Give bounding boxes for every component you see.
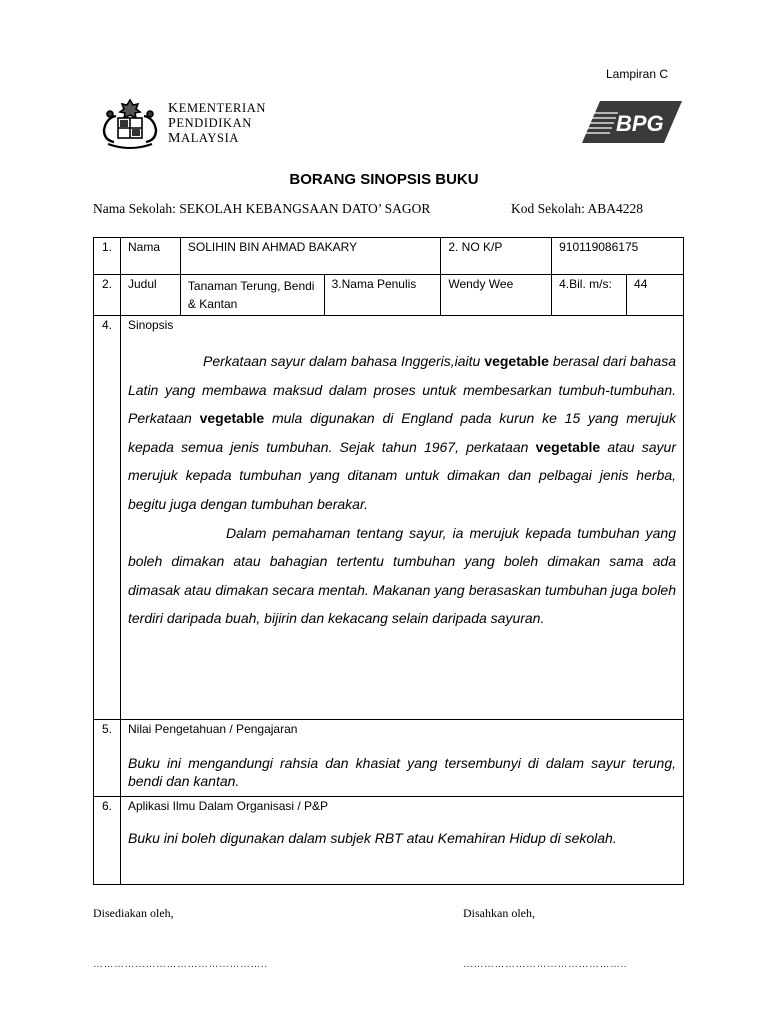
- table-row: [94, 316, 684, 720]
- author-value: Wendy Wee: [441, 275, 552, 316]
- name-label: Nama: [120, 238, 180, 275]
- ministry-line: KEMENTERIAN: [168, 101, 266, 116]
- pages-label: 4.Bil. m/s:: [552, 275, 627, 316]
- title-label: Judul: [120, 275, 180, 316]
- row-number: 4.: [94, 316, 121, 720]
- values-text: Buku ini mengandungi rahsia dan khasiat yang tersembunyi di dalam sayur terung, bendi dan kantan.: [127, 755, 676, 789]
- ic-number-label: 2. NO K/P: [441, 238, 552, 275]
- values-label: Nilai Pengetahuan / Pengajaran: [127, 722, 298, 736]
- school-line: [93, 201, 644, 217]
- prepared-by-label: Disediakan oleh,: [93, 906, 174, 920]
- synopsis-paragraph-2: Dalam pemahaman tentang sayur, ia merujuk kepada tumbuhan yang boleh dimakan atau bahagian tertentu tumbuhan yang boleh dimakan sama ada dimasak atau dimakan secara mentah. Makanan yang berasaskan tumbuhan juga boleh terdiri daripada buah, bijirin dan kekacang selain daripada sayuran.: [127, 524, 676, 627]
- malaysia-coat-of-arms-icon: [96, 96, 164, 152]
- bpg-logo-icon: [578, 99, 684, 145]
- pages-value: 44: [627, 275, 684, 316]
- values-cell: [120, 720, 683, 797]
- table-row: [94, 797, 684, 885]
- row-number: 1.: [94, 238, 121, 275]
- ministry-line: PENDIDIKAN: [168, 116, 252, 131]
- table-row: [94, 720, 684, 797]
- ic-number-value: 910119086175: [552, 238, 684, 275]
- name-value: SOLIHIN BIN AHMAD BAKARY: [180, 238, 440, 275]
- table-row: [94, 275, 684, 316]
- ministry-line: MALAYSIA: [168, 131, 239, 146]
- row-number: 5.: [94, 720, 121, 797]
- school-code: Kod Sekolah: ABA4228: [511, 201, 644, 216]
- signature-line-right: ………………………………………..: [463, 959, 628, 970]
- table-row: [94, 238, 684, 275]
- row-number: 2.: [94, 275, 121, 316]
- form-title: BORANG SINOPSIS BUKU: [289, 171, 479, 188]
- application-cell: [120, 797, 683, 885]
- synopsis-form-table: [93, 237, 684, 885]
- synopsis-cell: [120, 316, 683, 720]
- application-text: Buku ini boleh digunakan dalam subjek RBT atau Kemahiran Hidup di sekolah.: [127, 830, 617, 846]
- approved-by-label: Disahkan oleh,: [463, 906, 535, 920]
- school-name: Nama Sekolah: SEKOLAH KEBANGSAAN DATO’ SAGOR: [93, 201, 431, 216]
- ministry-name: [168, 101, 266, 146]
- signature-line-left: …………………………………………..: [93, 959, 268, 970]
- lampiran-label: Lampiran C: [606, 67, 669, 81]
- application-label: Aplikasi Ilmu Dalam Organisasi / P&P: [127, 799, 329, 813]
- author-label: 3.Nama Penulis: [324, 275, 441, 316]
- synopsis-label: Sinopsis: [127, 318, 174, 332]
- bpg-logo-text: BPG: [616, 111, 664, 136]
- row-number: 6.: [94, 797, 121, 885]
- book-title-value: Tanaman Terung, Bendi & Kantan: [180, 275, 324, 316]
- synopsis-paragraph-1: Perkataan sayur dalam bahasa Inggeris,iaitu vegetable berasal dari bahasa Latin yang membawa maksud dalam proses untuk membesarkan tumbuh-tumbuhan. Perkataan vegetable mula digunakan di England pada kurun ke 15 yang merujuk kepada semua jenis tumbuhan. Sejak tahun 1967, perkataan vegetable atau sayur merujuk kepada tumbuhan yang ditanam untuk dimakan dan pelbagai jenis herba, begitu juga dengan tumbuhan berakar.: [127, 353, 676, 512]
